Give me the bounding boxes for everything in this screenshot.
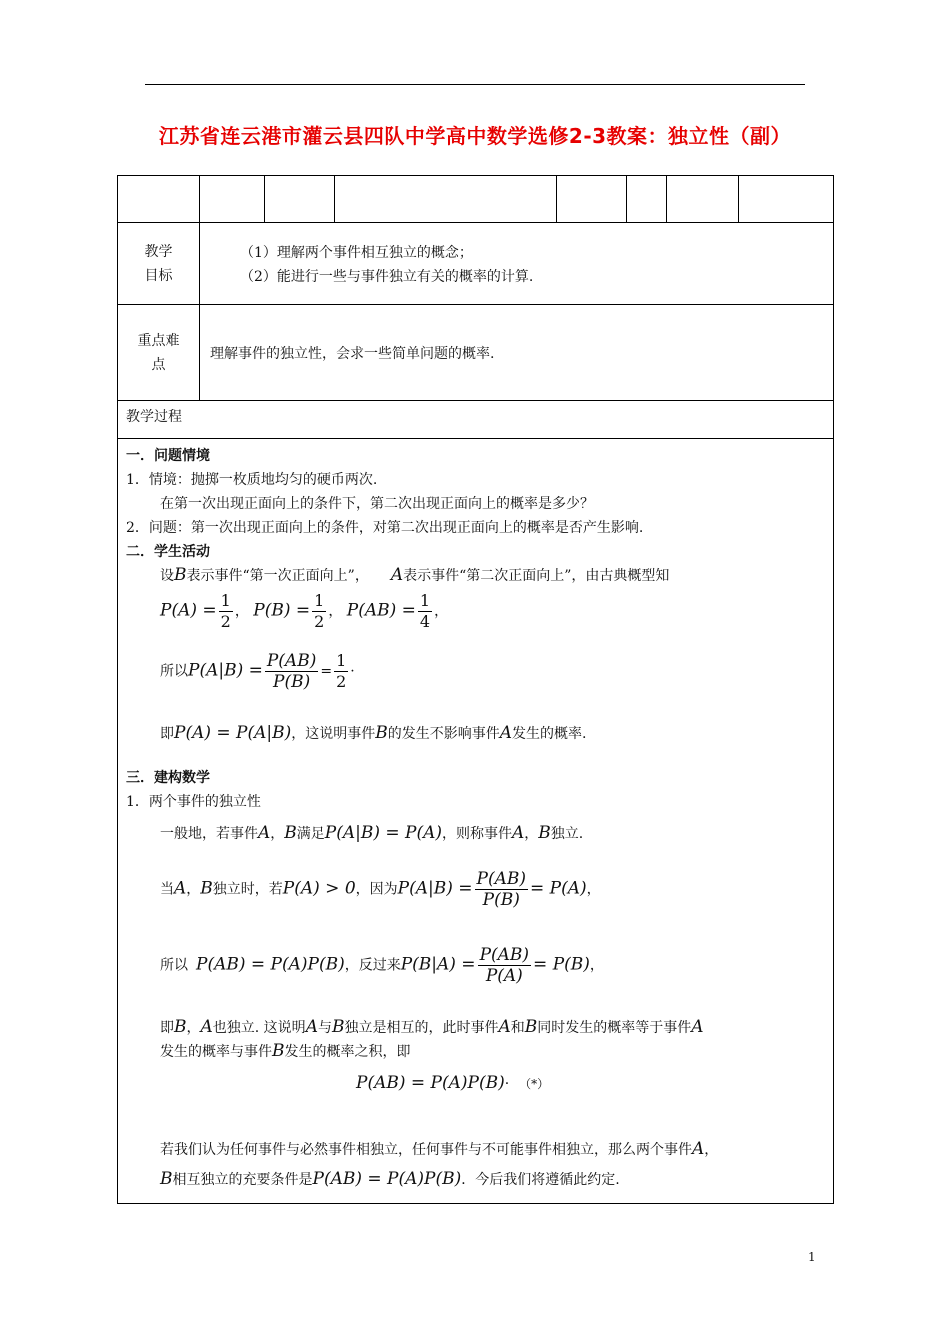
header-cell [265,176,335,223]
section1-heading: 一．问题情境 [126,448,210,464]
section2-line1: 设B表示事件“第一次正面向上”， A表示事件“第二次正面向上”，由古典概型知 [160,565,670,585]
lesson-plan-table [117,175,834,1204]
section3-heading: 三．建构数学 [126,770,210,786]
goals-row [118,223,834,305]
key-points-content: 理解事件的独立性，会求一些简单问题的概率. [200,305,834,401]
header-cell [557,176,627,223]
header-cell [118,176,200,223]
key-points-label: 重点难 点 [118,305,200,401]
header-cell [335,176,557,223]
header-cell [739,176,834,223]
definition-line: 一般地，若事件A，B满足P(A|B) = P(A)，则称事件A，B独立. [160,823,584,843]
goal-2: （2）能进行一些与事件独立有关的概率的计算. [240,269,534,285]
lesson-body [118,439,834,1204]
product-description-line: 发生的概率与事件B发生的概率之积，即 [160,1041,411,1061]
conditional-prob-line: 所以P(A|B) = $\frac{P(AB)}{P(B)}$ = $\frac{1}{2}$ · [160,651,355,692]
section2-conclusion: 即P(A) = P(A|B)，这说明事件B的发生不影响事件A发生的概率. [160,723,587,743]
convention-line-1: 若我们认为任何事件与必然事件相独立，任何事件与不可能事件相独立，那么两个事件A， [160,1139,719,1159]
goals-content [200,223,834,305]
product-rule-formula: P(AB) = P(A)P(B)· （*） [356,1073,550,1093]
process-label: 教学过程 [118,401,834,439]
convention-line-2: B相互独立的充要条件是P(AB) = P(A)P(B)．今后我们将遵循此约定. [160,1169,620,1189]
derivation-line-2: 所以 P(AB) = P(A)P(B)，反过来P(B|A) = $\frac{P(AB)}{P(A)}$ = P(B)， [160,945,604,986]
goal-1: （1）理解两个事件相互独立的概念； [240,245,473,261]
header-cell [200,176,265,223]
section2-heading: 二．学生活动 [126,544,210,560]
probabilities-line: P(A) = $\frac{1}{2}$ ， P(B) = $\frac{1}{2}$ ， P(AB) = $\frac{1}{4}$ ， [160,591,449,631]
section1-item2: 2．问题：第一次出现正面向上的条件，对第二次出现正面向上的概率是否产生影响. [126,520,644,536]
process-row [118,401,834,439]
body-row [118,439,834,1204]
mutual-independence-line: 即B，A也独立. 这说明A与B独立是相互的，此时事件A和B同时发生的概率等于事件A [160,1017,704,1037]
header-rule [145,84,805,85]
section1-item1: 1．情境：抛掷一枚质地均匀的硬币两次. [126,472,378,488]
header-cell [627,176,667,223]
header-row [118,176,834,223]
header-cell [667,176,739,223]
page-number: 1 [808,1250,816,1264]
document-title: 江苏省连云港市灌云县四队中学高中数学选修2-3教案：独立性（副） [158,124,792,148]
derivation-line-1: 当A，B独立时，若P(A) > 0，因为P(A|B) = $\frac{P(AB)}{P(B)}$ = P(A)， [160,869,601,910]
section3-sub1: 1．两个事件的独立性 [126,794,261,810]
section1-item1-sub: 在第一次出现正面向上的条件下，第二次出现正面向上的概率是多少？ [160,496,594,512]
key-points-row [118,305,834,401]
goals-label: 教学 目标 [118,223,200,305]
